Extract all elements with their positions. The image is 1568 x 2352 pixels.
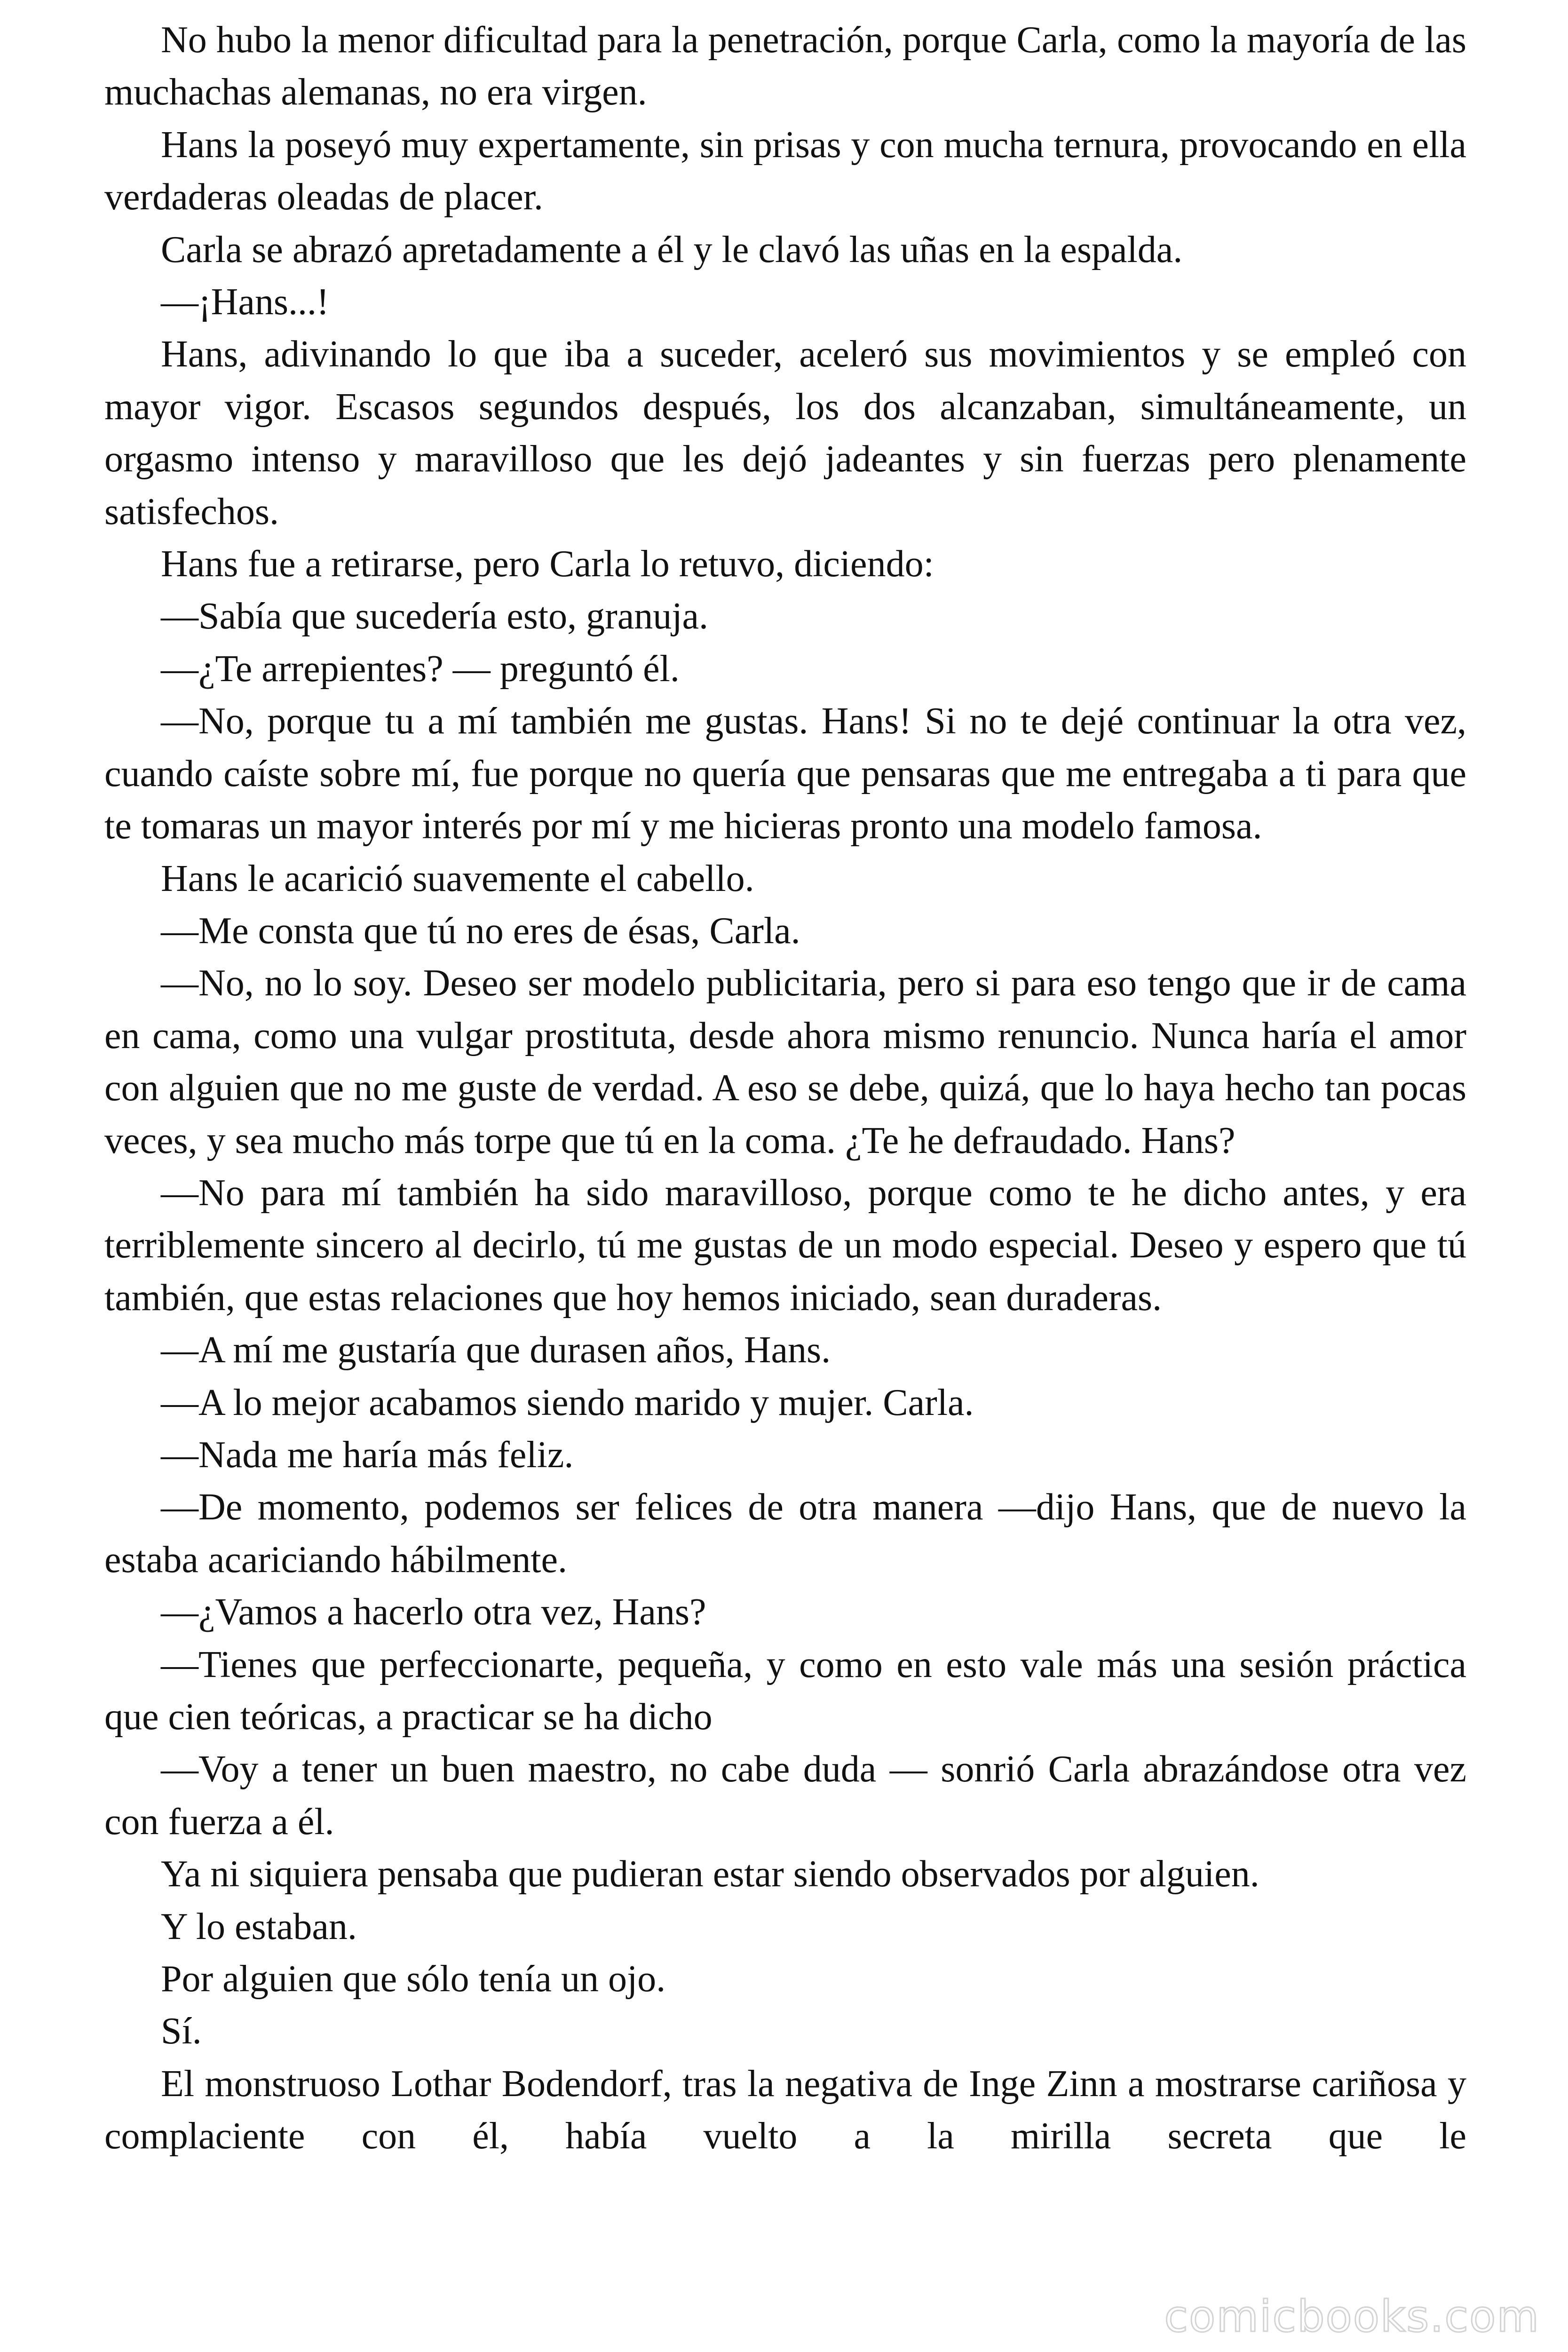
paragraph: Ya ni siquiera pensaba que pudieran estar siendo observados por alguien.	[161, 1853, 1259, 1895]
paragraph: Carla se abrazó apretadamente a él y le clavó las uñas en la espalda.	[161, 229, 1183, 270]
body-text	[104, 14, 1466, 2163]
paragraph: —¿Vamos a hacerlo otra vez, Hans?	[161, 1591, 706, 1633]
paragraph: —No, porque tu a mí también me gustas. Hans! Si no te dejé continuar la otra vez, cuando caíste sobre mí, fue porque no quería que pensaras que me entregaba a ti para que te tomaras un mayor interés por mí y me hicieras pronto una modelo famosa.	[104, 700, 1466, 847]
paragraph: Por alguien que sólo tenía un ojo.	[161, 1958, 666, 2000]
paragraph: —Nada me haría más feliz.	[161, 1434, 574, 1476]
paragraph: —De momento, podemos ser felices de otra manera —dijo Hans, que de nuevo la estaba acariciando hábilmente.	[104, 1486, 1466, 1581]
paragraph: —Sabía que sucedería esto, granuja.	[161, 596, 709, 637]
paragraph: —Tienes que perfeccionarte, pequeña, y como en esto vale más una sesión práctica que cien teóricas, a practicar se ha dicho	[104, 1644, 1466, 1738]
paragraph: —¡Hans...!	[161, 281, 329, 323]
paragraph: El monstruoso Lothar Bodendorf, tras la negativa de Inge Zinn a mostrarse cariñosa y complaciente con él, había vuelto a la mirilla secreta que le	[104, 2063, 1466, 2157]
paragraph: —A mí me gustaría que durasen años, Hans.	[161, 1329, 831, 1371]
paragraph: Hans, adivinando lo que iba a suceder, aceleró sus movimientos y se empleó con mayor vigor. Escasos segundos después, los dos alcanzaban, simultáneamente, un orgasmo intenso y maravilloso que les dejó jadeantes y sin fuerzas pero plenamente satisfechos.	[104, 334, 1466, 532]
paragraph: —Me consta que tú no eres de ésas, Carla.	[161, 910, 800, 952]
paragraph: Hans fue a retirarse, pero Carla lo retuvo, diciendo:	[161, 543, 934, 585]
paragraph: Hans le acarició suavemente el cabello.	[161, 858, 754, 899]
paragraph: Y lo estaban.	[161, 1906, 357, 1947]
paragraph: —Voy a tener un buen maestro, no cabe duda — sonrió Carla abrazándose otra vez con fuerza a él.	[104, 1748, 1466, 1843]
paragraph: —No, no lo soy. Deseo ser modelo publicitaria, pero si para eso tengo que ir de cama en cama, como una vulgar prostituta, desde ahora mismo renuncio. Nunca haría el amor con alguien que no me guste de verdad. A eso se debe, quizá, que lo haya hecho tan pocas veces, y sea mucho más torpe que tú en la coma. ¿Te he defraudado. Hans?	[104, 962, 1466, 1161]
paragraph: Hans la poseyó muy expertamente, sin prisas y con mucha ternura, provocando en ella verdaderas oleadas de placer.	[104, 124, 1466, 218]
watermark-logo: comicbooks.com	[1164, 2291, 1540, 2342]
paragraph: —¿Te arrepientes? — preguntó él.	[161, 648, 680, 690]
paragraph: —A lo mejor acabamos siendo marido y mujer. Carla.	[161, 1382, 974, 1423]
paragraph: —No para mí también ha sido maravilloso, porque como te he dicho antes, y era terriblemente sincero al decirlo, tú me gustas de un modo especial. Deseo y espero que tú también, que estas relaciones que hoy hemos iniciado, sean duraderas.	[104, 1172, 1466, 1319]
paragraph: Sí.	[161, 2010, 202, 2052]
paragraph: No hubo la menor dificultad para la penetración, porque Carla, como la mayoría de las muchachas alemanas, no era virgen.	[104, 19, 1466, 113]
